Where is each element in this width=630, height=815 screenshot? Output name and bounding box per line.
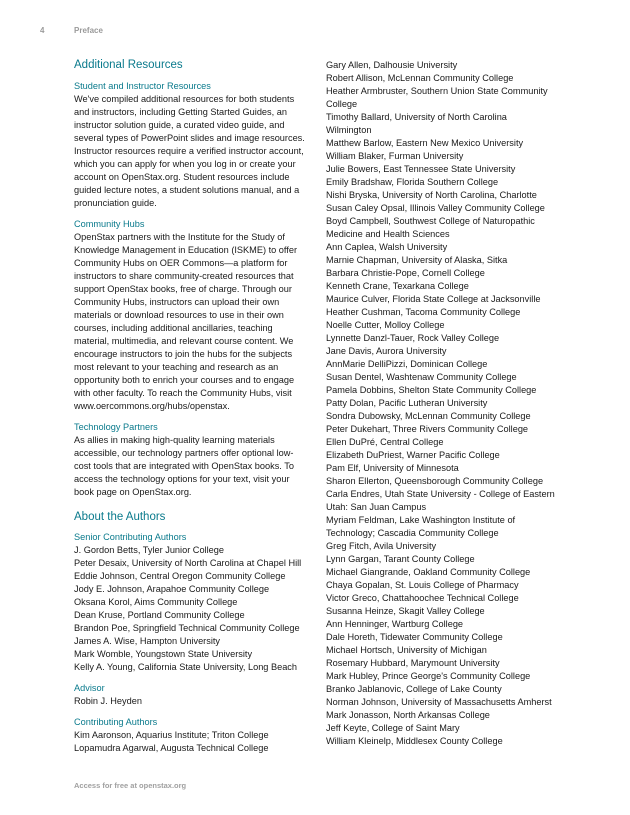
technology-partners-heading: Technology Partners bbox=[74, 422, 158, 432]
author-line: Kim Aaronson, Aquarius Institute; Triton College bbox=[74, 730, 269, 740]
author-line: Peter Desaix, University of North Carolina at Chapel Hill bbox=[74, 558, 302, 568]
student-instructor-resources-section bbox=[74, 80, 310, 210]
community-hubs-body: OpenStax partners with the Institute for the Study of Knowledge Management in Education (ISKME) to offer Community Hubs on OER Commons—a platform for instructors to share community-created resources that support OpenStax books, free of charge. Through our Community Hubs, instructors can upload their own materials or download resources to use in their own courses, including additional ancillaries, teaching material, multimedia, and relevant course content. We encourage instructors to join the hubs for the subjects most relevant to your teaching and research as an opportunity both to enrich your courses and to engage with other faculty. To reach the Community Hubs, visit www.oercommons.org/hubs/openstax. bbox=[74, 232, 298, 411]
student-instructor-resources-heading: Student and Instructor Resources bbox=[74, 81, 211, 91]
contributing-author-line: Branko Jablanovic, College of Lake County bbox=[326, 684, 502, 694]
contributing-author-line: Kenneth Crane, Texarkana College bbox=[326, 281, 469, 291]
contributing-author-line: Susanna Heinze, Skagit Valley College bbox=[326, 606, 485, 616]
contributing-author-line: Jeff Keyte, College of Saint Mary bbox=[326, 723, 460, 733]
contributing-author-line: Chaya Gopalan, St. Louis College of Pharmacy bbox=[326, 580, 519, 590]
contributing-author-line: Rosemary Hubbard, Marymount University bbox=[326, 658, 500, 668]
left-column bbox=[74, 58, 310, 763]
page-header bbox=[40, 26, 103, 35]
contributing-author-line: Greg Fitch, Avila University bbox=[326, 541, 437, 551]
right-column bbox=[326, 59, 566, 748]
contributing-author-line: Heather Armbruster, Southern Union State Community bbox=[326, 86, 548, 96]
contributing-author-line: Patty Dolan, Pacific Lutheran University bbox=[326, 398, 488, 408]
contributing-author-line: Mark Jonasson, North Arkansas College bbox=[326, 710, 490, 720]
contributing-author-line: Lynn Gargan, Tarant County College bbox=[326, 554, 475, 564]
contributing-author-line: Pam Elf, University of Minnesota bbox=[326, 463, 459, 473]
page-footer: Access for free at openstax.org bbox=[74, 781, 187, 790]
author-line: James A. Wise, Hampton University bbox=[74, 636, 221, 646]
contributing-author-line: Robert Allison, McLennan Community College bbox=[326, 73, 514, 83]
contributing-author-line: Noelle Cutter, Molloy College bbox=[326, 320, 445, 330]
contributing-author-line: Pamela Dobbins, Shelton State Community College bbox=[326, 385, 537, 395]
author-line: Jody E. Johnson, Arapahoe Community College bbox=[74, 584, 270, 594]
community-hubs-heading: Community Hubs bbox=[74, 219, 145, 229]
contributing-author-line: Norman Johnson, University of Massachusetts Amherst bbox=[326, 697, 552, 707]
technology-partners-body: As allies in making high-quality learning materials accessible, our technology partners offer optional low-cost tools that are integrated with OpenStax books. To access the technology options for your text, visit your book page on OpenStax.org. bbox=[74, 435, 294, 497]
contributing-author-line: AnnMarie DelliPizzi, Dominican College bbox=[326, 359, 488, 369]
advisor-heading: Advisor bbox=[74, 683, 105, 693]
author-line: Brandon Poe, Springfield Technical Community College bbox=[74, 623, 300, 633]
contributing-author-line: Sharon Ellerton, Queensborough Community College bbox=[326, 476, 544, 486]
contributing-author-line: Technology; Cascadia Community College bbox=[326, 528, 499, 538]
contributing-author-line: Matthew Barlow, Eastern New Mexico University bbox=[326, 138, 524, 148]
contributing-author-line: Ann Henninger, Wartburg College bbox=[326, 619, 464, 629]
author-line: Dean Kruse, Portland Community College bbox=[74, 610, 245, 620]
contributing-author-line: Boyd Campbell, Southwest College of Naturopathic bbox=[326, 216, 535, 226]
contributing-author-line: William Blaker, Furman University bbox=[326, 151, 464, 161]
author-line: Eddie Johnson, Central Oregon Community College bbox=[74, 571, 286, 581]
senior-authors-heading: Senior Contributing Authors bbox=[74, 532, 187, 542]
student-instructor-resources-body: We've compiled additional resources for both students and instructors, including Getting Started Guides, an instructor solution guide, a curated video guide, and several types of PowerPoint slides and image resources. Instructor resources require a verified instructor account, which you can apply for when you log in or create your account on OpenStax.org. Student resources include guided lecture notes, a student solutions manual, and a pronunciation guide. bbox=[74, 94, 305, 208]
contributing-author-line: Michael Hortsch, University of Michigan bbox=[326, 645, 487, 655]
contributing-author-line: Timothy Ballard, University of North Carolina bbox=[326, 112, 507, 122]
contributing-author-line: Wilmington bbox=[326, 125, 372, 135]
contributing-author-line: Julie Bowers, East Tennessee State University bbox=[326, 164, 516, 174]
author-line: Kelly A. Young, California State University, Long Beach bbox=[74, 662, 298, 672]
advisor-name: Robin J. Heyden bbox=[74, 696, 142, 706]
contributing-author-line: Ellen DuPré, Central College bbox=[326, 437, 444, 447]
contributing-author-line: Peter Dukehart, Three Rivers Community College bbox=[326, 424, 529, 434]
contributing-author-line: College bbox=[326, 99, 358, 109]
about-authors-title: About the Authors bbox=[74, 511, 166, 523]
contributing-authors-section bbox=[74, 716, 310, 755]
community-hubs-section bbox=[74, 218, 310, 413]
author-line: Lopamudra Agarwal, Augusta Technical College bbox=[74, 743, 269, 753]
contributing-author-line: Ann Caplea, Walsh University bbox=[326, 242, 448, 252]
contributing-author-line: William Kleinelp, Middlesex County College bbox=[326, 736, 503, 746]
contributing-author-line: Medicine and Health Sciences bbox=[326, 229, 450, 239]
contributing-author-line: Barbara Christie-Pope, Cornell College bbox=[326, 268, 485, 278]
contributing-author-line: Sondra Dubowsky, McLennan Community College bbox=[326, 411, 531, 421]
author-line: Mark Womble, Youngstown State University bbox=[74, 649, 253, 659]
contributing-author-line: Michael Giangrande, Oakland Community College bbox=[326, 567, 531, 577]
contributing-author-line: Utah: San Juan Campus bbox=[326, 502, 427, 512]
running-section-title: Preface bbox=[74, 26, 103, 35]
contributing-author-line: Emily Bradshaw, Florida Southern College bbox=[326, 177, 499, 187]
contributing-author-line: Lynnette Danzl-Tauer, Rock Valley College bbox=[326, 333, 500, 343]
contributing-author-line: Victor Greco, Chattahoochee Technical College bbox=[326, 593, 519, 603]
contributing-author-line: Nishi Bryska, University of North Carolina, Charlotte bbox=[326, 190, 537, 200]
contributing-author-line: Heather Cushman, Tacoma Community College bbox=[326, 307, 521, 317]
author-line: J. Gordon Betts, Tyler Junior College bbox=[74, 545, 224, 555]
contributing-author-line: Dale Horeth, Tidewater Community College bbox=[326, 632, 503, 642]
additional-resources-title: Additional Resources bbox=[74, 59, 183, 71]
contributing-author-line: Mark Hubley, Prince George's Community College bbox=[326, 671, 531, 681]
contributing-authors-heading: Contributing Authors bbox=[74, 717, 158, 727]
contributing-author-line: Susan Dentel, Washtenaw Community College bbox=[326, 372, 517, 382]
author-line: Oksana Korol, Aims Community College bbox=[74, 597, 238, 607]
contributing-author-line: Myriam Feldman, Lake Washington Institute of bbox=[326, 515, 516, 525]
contributing-author-line: Jane Davis, Aurora University bbox=[326, 346, 447, 356]
senior-authors-section bbox=[74, 531, 310, 674]
technology-partners-section bbox=[74, 421, 310, 499]
contributing-author-line: Elizabeth DuPriest, Warner Pacific College bbox=[326, 450, 500, 460]
advisor-section bbox=[74, 682, 310, 708]
contributing-author-line: Maurice Culver, Florida State College at Jacksonville bbox=[326, 294, 541, 304]
contributing-author-line: Gary Allen, Dalhousie University bbox=[326, 60, 458, 70]
contributing-author-line: Susan Caley Opsal, Illinois Valley Community College bbox=[326, 203, 545, 213]
contributing-author-line: Marnie Chapman, University of Alaska, Sitka bbox=[326, 255, 508, 265]
contributing-author-line: Carla Endres, Utah State University - College of Eastern bbox=[326, 489, 555, 499]
page-number: 4 bbox=[40, 26, 45, 35]
